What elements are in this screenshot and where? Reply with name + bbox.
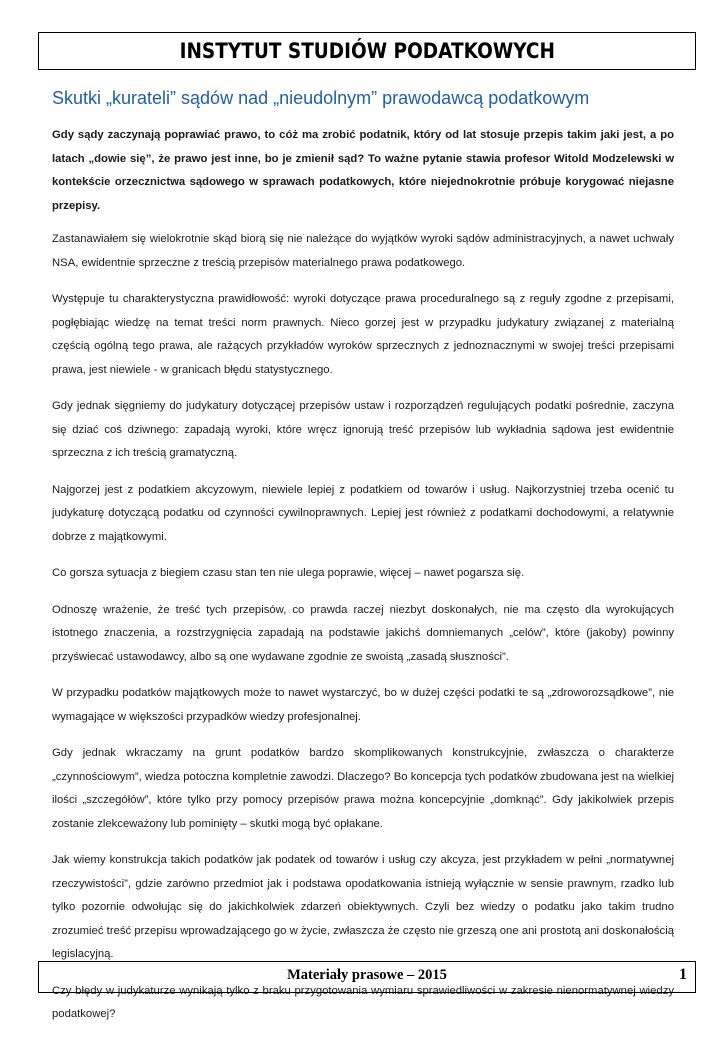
article-title: Skutki „kurateli” sądów nad „nieudolnym” prawodawcą podatkowym <box>52 88 590 108</box>
paragraph: Odnoszę wrażenie, że treść tych przepisów, co prawda raczej niezbyt doskonałych, nie ma często dla wyrokujących istotnego znaczenia, a rozstrzygnięcia zapadają na podstawie jakichś domniemanych „celów”, które (jakoby) powinny przyświecać ustawodawcy, albo są one wydawane zgodnie ze swoistą „zasadą słuszności”. <box>52 603 674 663</box>
paragraph: Gdy jednak sięgniemy do judykatury dotyczącej przepisów ustaw i rozporządzeń regulujących podatki pośrednie, zaczyna się dziać coś dziwnego: zapadają wyroki, które wręcz ignorują treść przepisów lub wykładnia sądowa jest ewidentnie sprzeczna z ich treścią gramatyczną. <box>52 400 674 459</box>
article-body <box>52 228 674 1040</box>
paragraph: Zastanawiałem się wielokrotnie skąd biorą się nie należące do wyjątków wyroki sądów administracyjnych, a nawet uchwały NSA, ewidentnie sprzeczne z treścią przepisów materialnego prawa podatkowego. <box>52 233 674 269</box>
paragraph: Jak wiemy konstrukcja takich podatków jak podatek od towarów i usług czy akcyza, jest przykładem w pełni „normatywnej rzeczywistości”, gdzie zarówno przedmiot jak i podstawa opodatkowania istnieją wyłącznie w sensie prawnym, rzadko lub tylko pozornie odwołując się do jakichkolwiek zdarzeń obiektywnych. Czyli bez wiedzy o podatku jako takim trudno zrozumieć treść przepisu wprowadzającego go w życie, zwłaszcza że często nie grzeszą one ani prostotą ani doskonałością legislacyjną. <box>52 854 674 960</box>
paragraph: Czy błędy w judykaturze wynikają tylko z braku przygotowania wymiaru sprawiedliwości w zakresie nienormatywnej wiedzy podatkowej? <box>52 984 674 1020</box>
paragraph: Gdy jednak wkraczamy na grunt podatków bardzo skomplikowanych konstrukcyjnie, zwłaszcza o charakterze „czynnościowym”, wiedza potoczna kompletnie zawodzi. Dlaczego? Bo koncepcja tych podatków zbudowana jest na wielkiej ilości „szczegółów”, które tylko przy pomocy przepisów prawa można koncepcyjnie „domknąć”. Gdy jakikolwiek przepis zostanie zlekceważony lub pominięty – skutki mogą być opłakane. <box>52 747 674 830</box>
institute-title: INSTYTUT STUDIÓW PODATKOWYCH <box>179 39 555 63</box>
paragraph: Co gorsza sytuacja z biegiem czasu stan ten nie ulega poprawie, więcej – nawet pogarsza się. <box>52 567 525 579</box>
article-lead: Gdy sądy zaczynają poprawiać prawo, to cóż ma zrobić podatnik, który od lat stosuje przepis takim jaki jest, a po latach „dowie się”, że prawo jest inne, bo je zmienił sąd? To ważne pytanie stawia profesor Witold Modzelewski w kontekście orzecznictwa sądowego w sprawach podatkowych, które niejednokrotnie próbuje korygować niejasne przepisy. <box>52 129 674 212</box>
paragraph: Najgorzej jest z podatkiem akcyzowym, niewiele lepiej z podatkiem od towarów i usług. Najkorzystniej trzeba ocenić tu judykaturę dotyczącą podatku od czynności cywilnoprawnych. Lepiej jest również z podatkami dochodowymi, a relatywnie dobrze z majątkowymi. <box>52 483 674 543</box>
page-number: 1 <box>679 966 687 983</box>
paragraph: Występuje tu charakterystyczna prawidłowość: wyroki dotyczące prawa proceduralnego są z reguły zgodne z przepisami, pogłębiając wiedzę na temat treści norm prawnych. Nieco gorzej jest w przypadku judykatury związanej z materialną częścią ogólną tego prawa, ale rażących przykładów wyroków sprzecznych z jednoznacznymi w swojej treści przepisami prawa, jest niewiele - w granicach błędu statystycznego. <box>52 293 674 376</box>
footer-box <box>38 961 696 993</box>
footer-label: Materiały prasowe – 2015 <box>287 967 447 983</box>
paragraph: W przypadku podatków majątkowych może to nawet wystarczyć, bo w dużej części podatki te są „zdroworozsądkowe”, nie wymagające w większości przypadków wiedzy profesjonalnej. <box>52 687 674 723</box>
header-box <box>38 32 696 70</box>
